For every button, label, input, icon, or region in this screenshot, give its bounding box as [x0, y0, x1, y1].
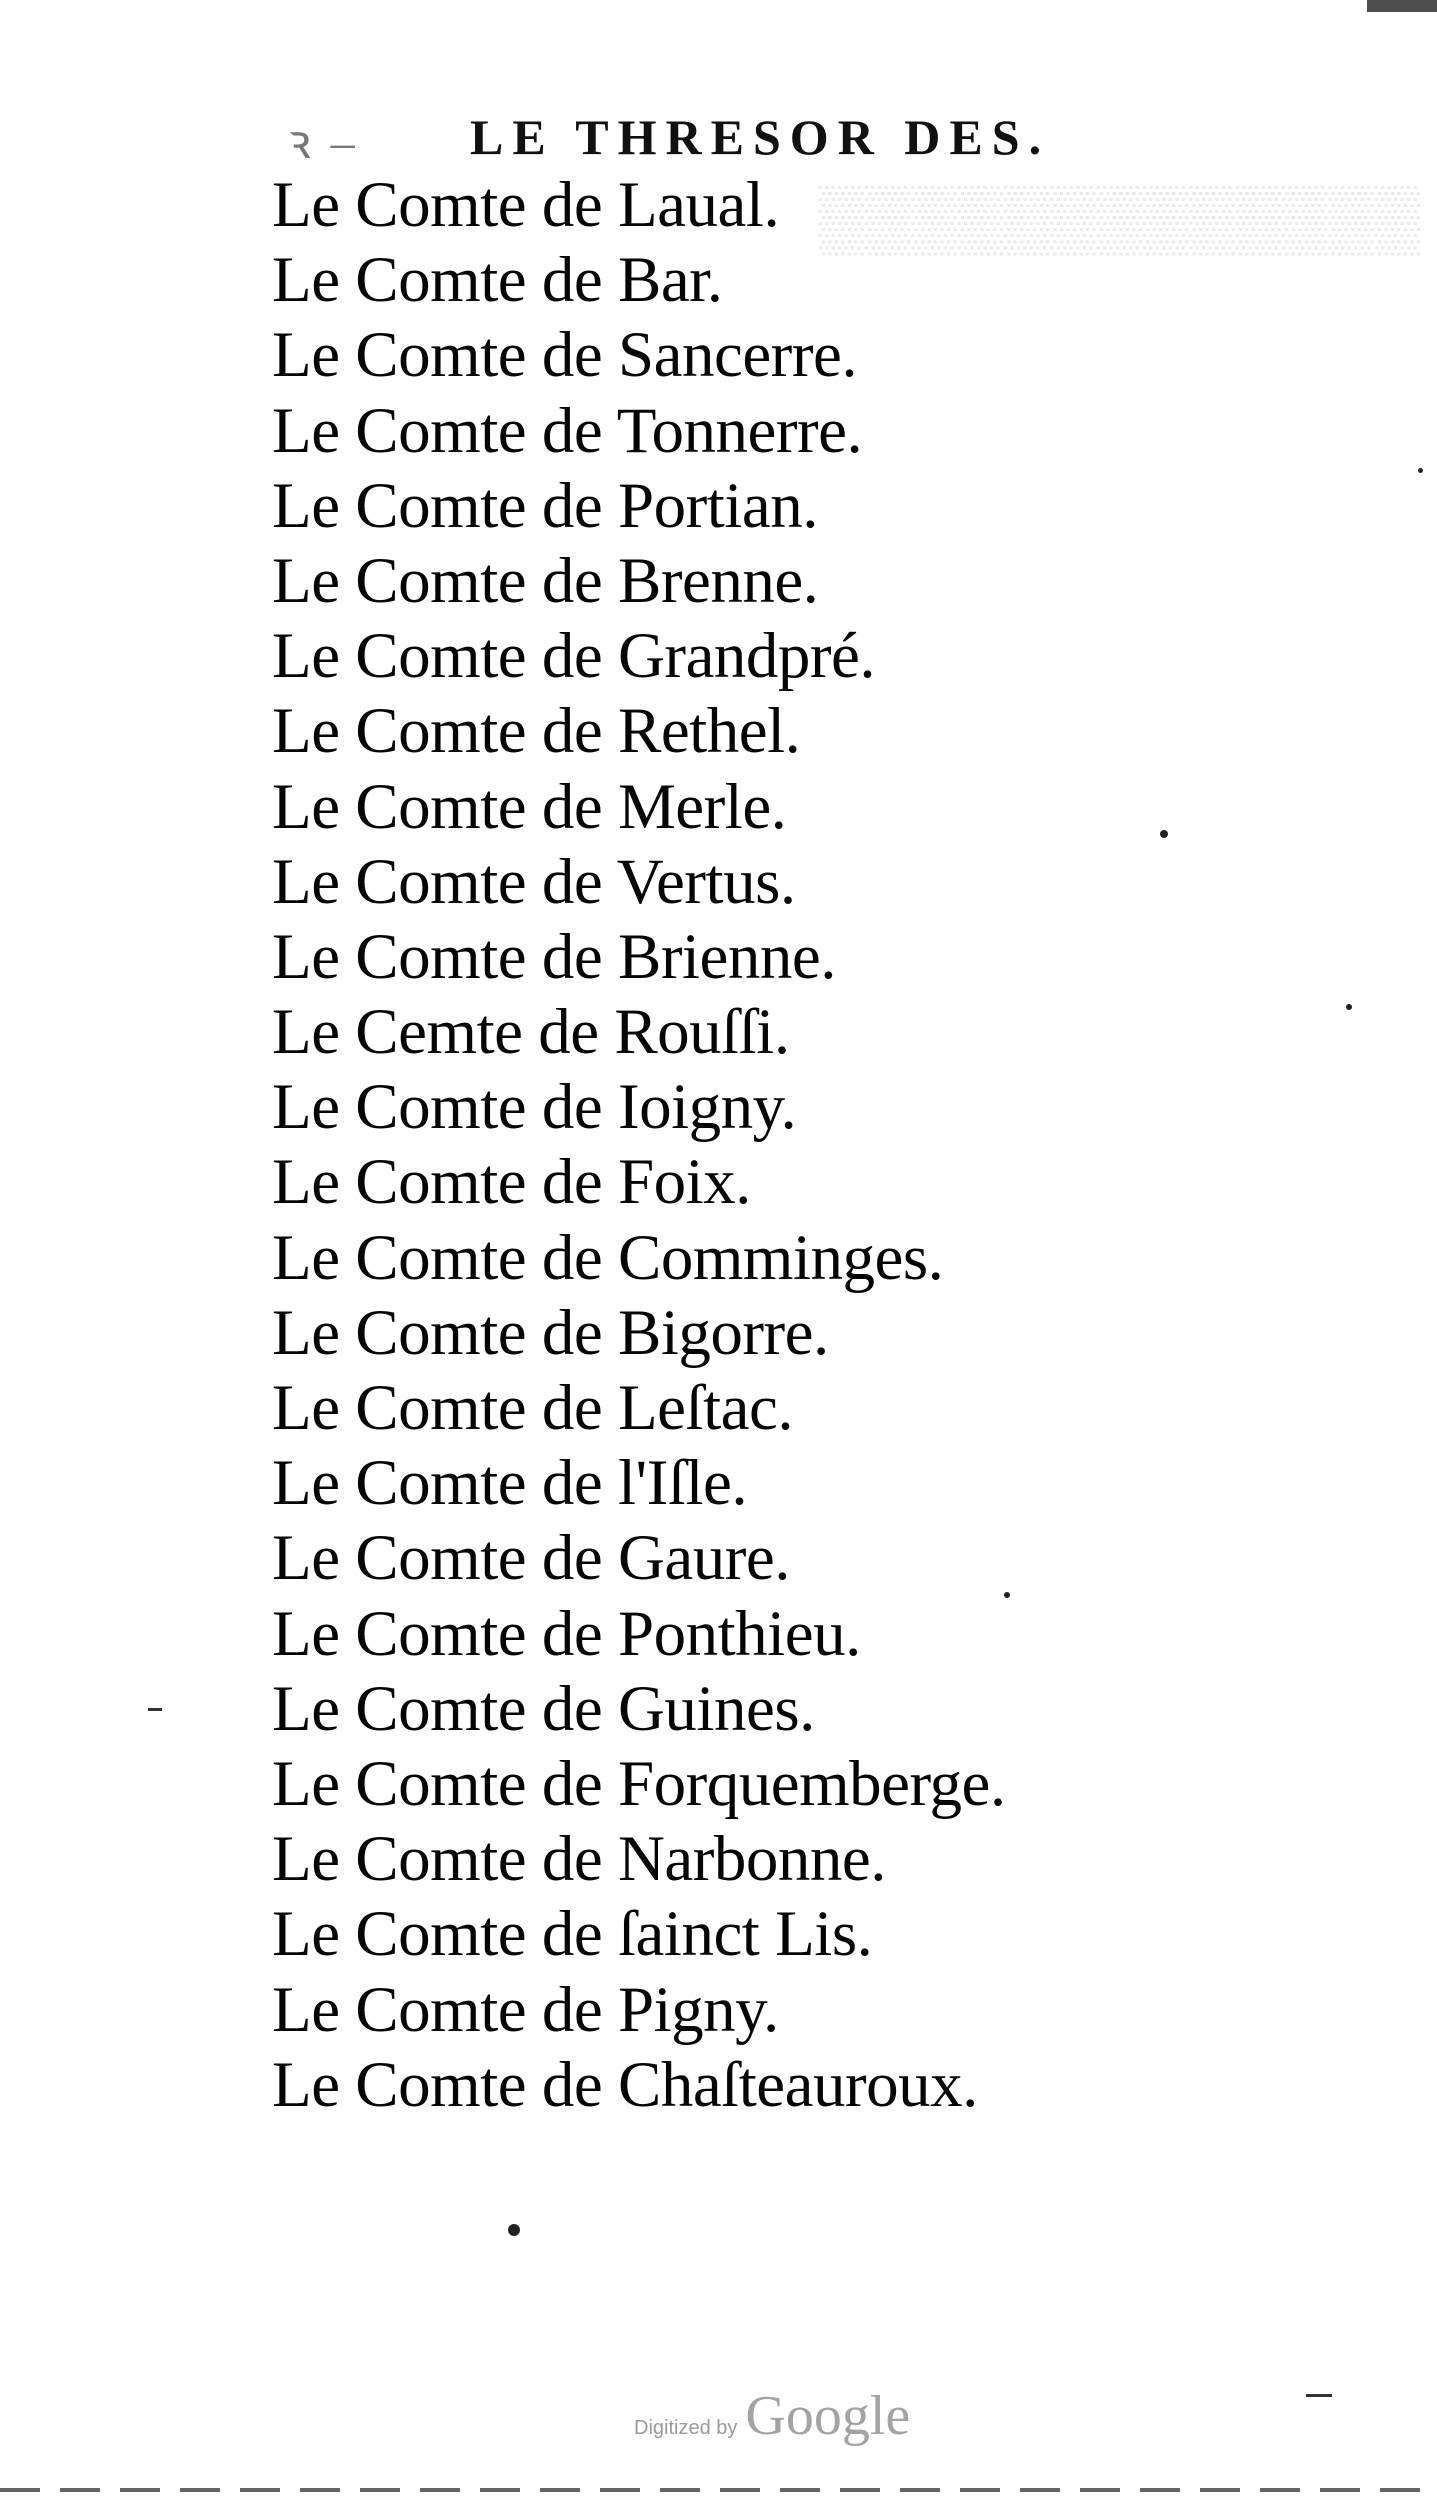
- ink-speck: [1418, 468, 1423, 473]
- comte-entry: Le Comte de Ponthieu.: [272, 1597, 861, 1670]
- comte-entry: Le Comte de Forquemberge.: [272, 1747, 1006, 1820]
- comte-entry: Le Comte de Chaſteauroux.: [272, 2048, 978, 2121]
- comte-entry: Le Comte de Ioigny.: [272, 1071, 797, 1144]
- comte-entry: Le Comte de Brenne.: [272, 544, 819, 617]
- ink-mark: [148, 1708, 162, 1711]
- comte-entry: Le Comte de Pigny.: [272, 1973, 779, 2046]
- digitized-by-text: Digitized by: [634, 2417, 738, 2439]
- ink-speck: [1346, 1004, 1352, 1010]
- comte-entry: Le Comte de Tonnerre.: [272, 394, 863, 467]
- comte-entry: Le Comte de Laual.: [272, 169, 780, 241]
- comte-entry: Le Comte de Bar.: [272, 244, 723, 317]
- comte-entry: Le Comte de Brienne.: [272, 920, 836, 993]
- ink-speck: [1160, 830, 1168, 838]
- ink-speck: [1004, 1592, 1010, 1598]
- comte-entry: Le Comte de l'Iſle.: [272, 1447, 748, 1520]
- comte-entry: Le Comte de Merle.: [272, 770, 787, 843]
- comte-entry: Le Cemte de Rouſſi.: [272, 996, 790, 1069]
- ink-mark: [1306, 2394, 1332, 2397]
- comte-entry: Le Comte de Foix.: [272, 1146, 751, 1219]
- running-head: LE THRESOR DES.: [470, 109, 1051, 165]
- comte-entry: Le Comte de Rethel.: [272, 695, 801, 768]
- comte-entry: Le Comte de Bigorre.: [272, 1296, 829, 1369]
- comte-entry: Le Comte de ſainct Lis.: [272, 1898, 873, 1971]
- comte-entry: Le Comte de Comminges.: [272, 1221, 944, 1294]
- page-edge-shadow: [1367, 0, 1437, 12]
- digitization-watermark: [634, 2384, 910, 2448]
- comte-entry: Le Comte de Gaure.: [272, 1522, 791, 1595]
- comte-entry: Le Comte de Sancerre.: [272, 319, 858, 392]
- ink-speck: [508, 2224, 520, 2236]
- comte-entry: Le Comte de Vertus.: [272, 845, 796, 918]
- comte-entry: Le Comte de Leſtac.: [272, 1372, 794, 1444]
- bottom-edge-marks: [0, 2488, 1437, 2492]
- comte-entry: Le Comte de Grandpré.: [272, 620, 876, 693]
- comte-entry: Le Comte de Guines.: [272, 1672, 815, 1745]
- comte-list: [272, 168, 1006, 2123]
- header-ornament: ꝛ –: [288, 116, 359, 169]
- comte-entry: Le Comte de Portian.: [272, 469, 818, 542]
- comte-entry: Le Comte de Narbonne.: [272, 1823, 887, 1896]
- google-logo-text: Google: [745, 2385, 911, 2447]
- bleed-through-texture: ▒▒▒▒▒▒▒▒▒▒▒▒▒: [817, 182, 1420, 253]
